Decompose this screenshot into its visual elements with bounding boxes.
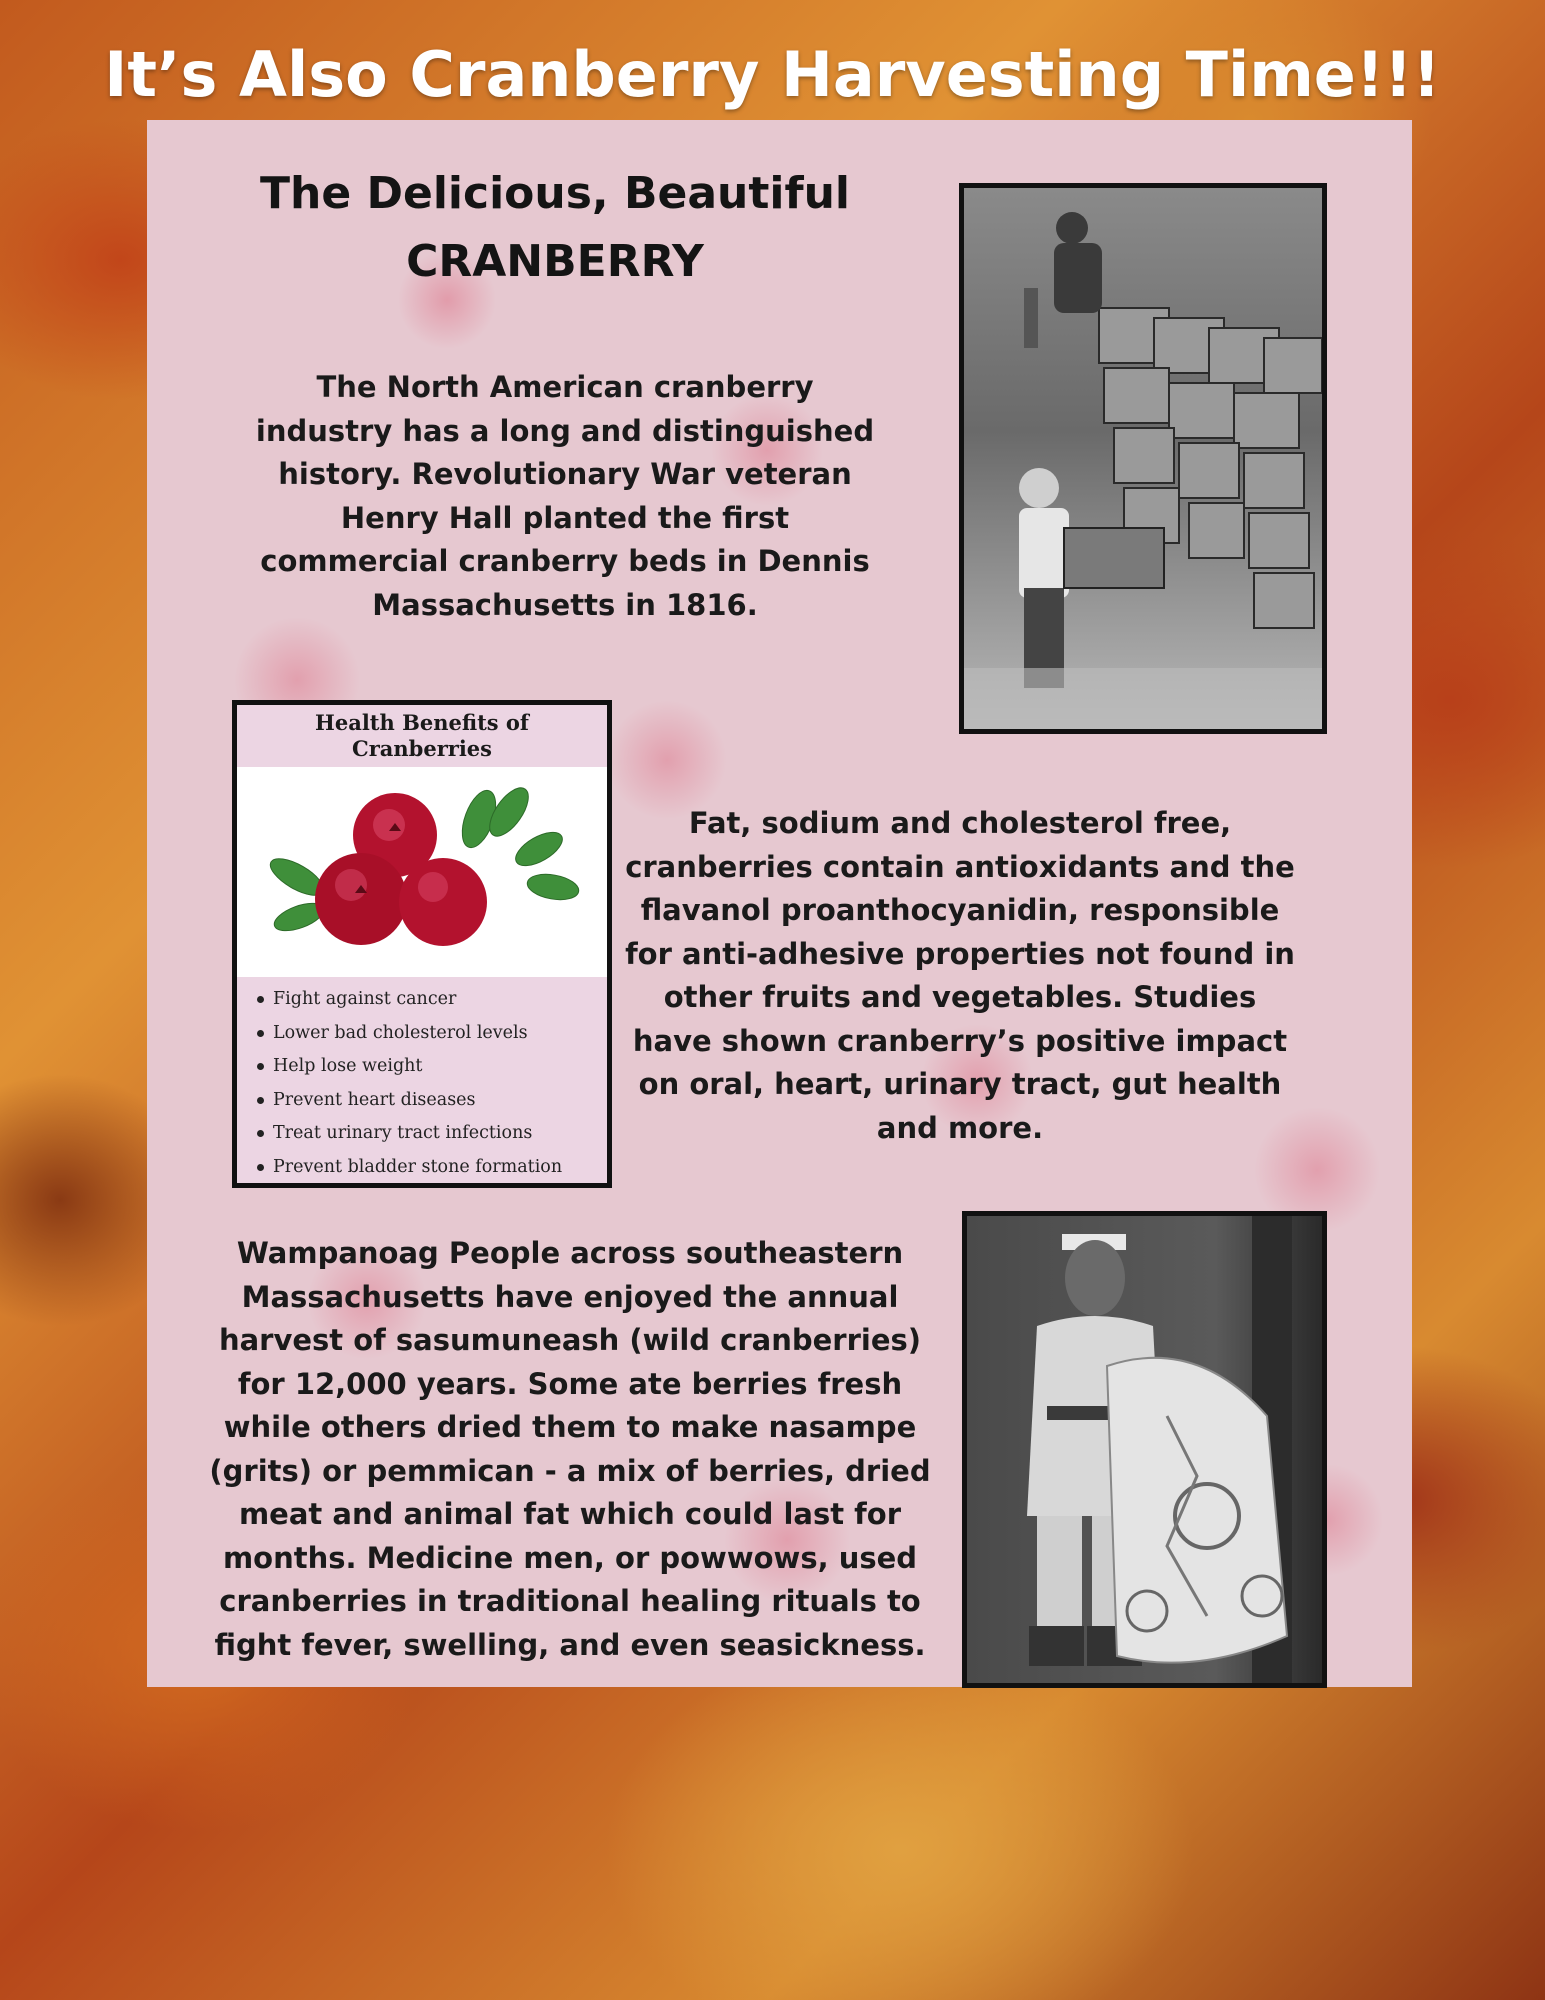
harvest-photo [959, 183, 1327, 734]
wampanoag-paragraph: Wampanoag People across southeastern Massachusetts have enjoyed the annual harvest of sasumuneash (wild cranberries) for 12,000 years. Some ate berries fresh while others dried them to make nasampe (grits) or pemmican - a mix of berries, dried meat and animal fat which could last for months. Medicine men, or powwows, used cranberries in traditional healing rituals to fight fever, swelling, and even seasickness. [209, 1236, 931, 1662]
list-item: Help lose weight [255, 1050, 607, 1084]
health-benefits-card [232, 700, 612, 1188]
portrait-photo-image [967, 1216, 1322, 1683]
list-item: Lower bad cholesterol levels [255, 1017, 607, 1051]
list-item: Prevent bladder stone formation [255, 1151, 607, 1185]
cranberry-illustration [237, 767, 607, 977]
nutrition-paragraph: Fat, sodium and cholesterol free, cranberries contain antioxidants and the flavanol proanthocyanidin, responsible for anti-adhesive properties not found in other fruits and vegetables. Studies have shown cranberry’s positive impact on oral, heart, urinary tract, gut health and more. [625, 806, 1295, 1145]
wampanoag-portrait-photo [962, 1211, 1327, 1688]
list-item: Prevent heart diseases [255, 1084, 607, 1118]
heading-line-2: CRANBERRY [406, 236, 704, 287]
benefits-list [237, 977, 607, 1184]
benefits-title-line-2: Cranberries [352, 736, 492, 761]
cranberries-icon [237, 767, 607, 977]
main-title: It’s Also Cranberry Harvesting Time!!! [104, 38, 1441, 111]
benefits-title-line-1: Health Benefits of [315, 710, 529, 735]
list-item: Fight against cancer [255, 983, 607, 1017]
benefits-card-title [237, 705, 607, 767]
section-heading [195, 160, 915, 296]
history-paragraph: The North American cranberry industry has a long and distinguished history. Revolutionary War veteran Henry Hall planted the first commercial cranberry beds in Dennis Massachusetts in 1816. [255, 370, 875, 622]
list-item: Treat urinary tract infections [255, 1117, 607, 1151]
harvest-photo-image [964, 188, 1322, 729]
heading-line-1: The Delicious, Beautiful [259, 168, 851, 219]
